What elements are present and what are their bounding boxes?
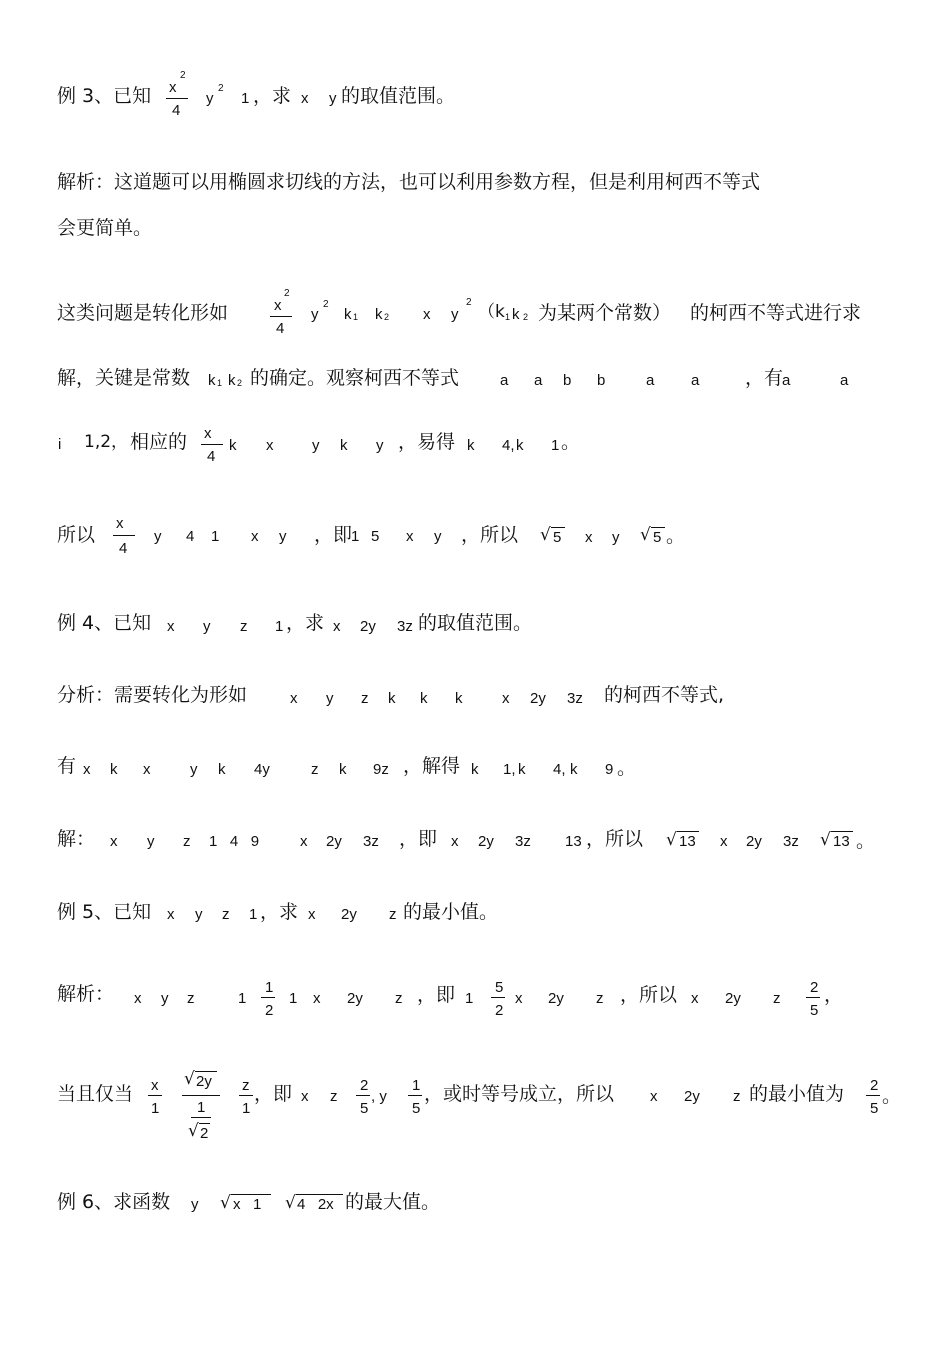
an5-2y: 2y [347,990,363,1007]
so3-lead: 所以 [57,524,96,546]
an4-k1: k [388,690,396,707]
sol4-2y-b: 2y [478,833,494,850]
para3-corr-y2: y [376,437,384,454]
ex4-3z: 3z [397,618,413,635]
equality5-lead: 当且仅当 [57,1083,134,1105]
analysis4-tail: 的柯西不等式, [604,684,725,706]
so3-sqrt-bar-2 [651,527,665,528]
para3-end: 。 [561,431,581,453]
analysis5-ji: ，即 [417,984,456,1006]
cauchy-a1b1: a [646,372,655,389]
so3-one: 1 [211,528,220,545]
an4-x2: x [502,690,510,707]
an4b-x2: x [143,761,151,778]
para3-frac3-den: 4 [207,448,216,465]
an5-x2: x [313,990,321,1007]
an4b-k3: k [339,761,347,778]
para3-you: ，有 [745,367,784,389]
analysis4-you: 有 [57,755,77,777]
ex3-frac-den: 4 [172,102,181,119]
ex3-frac-num-x: x [169,79,177,96]
para3-line2-lead: 解，关键是常数 [57,367,191,389]
eq5-ans-num: 2 [870,1077,879,1094]
ex4-tail: 的取值范围。 [418,612,533,634]
sol4-3z: 3z [363,833,379,850]
an5-half-den: 2 [265,1002,274,1019]
ex6-sqrt-bar-2 [296,1194,343,1195]
an5-five: 5 [495,979,504,996]
analysis5-lead: 解析： [57,983,115,1005]
ex5-z2: z [389,906,397,923]
analysis5-suoyi: ，所以 [620,984,678,1006]
cauchy-a2b2: a [691,372,700,389]
so3-fraction-bar [113,535,135,536]
so3-y: y [154,528,162,545]
sol4-sqrt-icon-2: √ [820,830,831,850]
ex4-one: 1 [275,618,284,635]
sol4-13: 13 [565,833,582,850]
an5-one: 1 [238,990,247,1007]
an5-frac-bar [491,997,505,998]
sol4-z: z [183,833,191,850]
sol4-nums: 1 4 9 [209,833,260,850]
para3-sq-sup: 2 [466,297,472,308]
ex6-sqrt-bar [231,1194,271,1195]
para3-corresp: 相应的 [130,431,188,453]
para3-lead: 这类问题是转化形如 [57,302,229,324]
eq5-y-den: 5 [412,1100,421,1117]
example-4-label: 例 4、已知 [57,612,152,634]
analysis3-line1: 解析：这道题可以用椭圆求切线的方法，也可以利用参数方程，但是利用柯西不等式 [57,171,761,193]
eq5-2y-b: 2y [684,1088,700,1105]
eq5-ans-den: 5 [870,1100,879,1117]
para3-k2-value: 1 [551,437,560,454]
para3-line2-k2: k [228,372,236,389]
para3-easy: ，易得 [398,431,456,453]
sol4-root13-b: 13 [833,833,850,850]
an5-2y-b: 2y [548,990,564,1007]
para3-fraction-bar-2 [201,444,223,445]
eq5-inner-bar [191,1117,211,1118]
ex5-x2: x [308,906,316,923]
ex3-y: y [206,90,214,107]
so3-sqrt-bar [551,527,565,528]
eq5-frac3-bar [239,1095,253,1096]
para3-k2: k [375,306,383,323]
para3-k1: k [344,306,352,323]
sol4-3z-b: 3z [515,833,531,850]
ex6-sqrt-icon: √ [220,1193,231,1213]
ex4-x2: x [333,618,341,635]
an5-z4: z [773,990,781,1007]
eq5-frac2-bar [182,1095,220,1096]
cauchy-b2: b [597,372,606,389]
para3-corr-x: x [266,437,274,454]
para3-frac-num: x [274,297,282,314]
para3-line2-k1: k [208,372,216,389]
an4-2y: 2y [530,690,546,707]
equality5-min-text: 的最小值为 [749,1083,845,1105]
ex5-x: x [167,906,175,923]
para3-const-note: 为某两个常数） [538,302,672,324]
an4-k3: k [455,690,463,707]
eq5-x: x [301,1088,309,1105]
sol4-root13: 13 [679,833,696,850]
an4b-val1: 1, [503,761,516,778]
so3-frac-den: 4 [119,540,128,557]
cauchy-ai: a [782,372,791,389]
an4b-k1b: k [471,761,479,778]
eq5-z: z [330,1088,338,1105]
so3-root5-b: 5 [653,529,662,546]
ex3-ask: ，求 [253,85,292,107]
ex5-one: 1 [249,906,258,923]
para3-corr-k1: k [229,437,237,454]
ex5-ask: ，求 [260,901,299,923]
example-3-label: 例 3、已知 [57,85,152,107]
so3-y-c: y [612,529,620,546]
eq5-frac1-bar [148,1095,162,1096]
an5-z3: z [596,990,604,1007]
an4b-z: z [311,761,319,778]
para3-k1-value: 4, [502,437,515,454]
an5-x: x [134,990,142,1007]
ex5-tail: 的最小值。 [403,901,499,923]
sol4-2y-c: 2y [746,833,762,850]
para3-line2-k2-sub: 2 [237,378,243,388]
sol4-x2: x [300,833,308,850]
ex3-sup: 2 [180,70,186,81]
example-5-label: 例 5、已知 [57,901,152,923]
so3-sqrt-icon-2: √ [640,525,651,545]
para3-paren: （k [478,302,505,322]
eq5-xz-num: 2 [360,1077,369,1094]
eq5-one-den: 1 [151,1100,160,1117]
so3-one-b: 1 [351,528,360,545]
ex6-sqrt2: 4 2x [297,1196,334,1213]
para3-y2: y [451,306,459,323]
ex4-ask: ，求 [286,612,325,634]
eq5-x-num: x [151,1077,159,1094]
para3-i: i [58,436,62,453]
an5-x4: x [691,990,699,1007]
eq5-y-num: 1 [412,1077,421,1094]
cauchy-b1: b [563,372,572,389]
so3-ji: ，即 [314,524,353,546]
cauchy-aibi: a [840,372,849,389]
eq5-sqrt-bar [195,1071,217,1072]
ex4-z: z [240,618,248,635]
an4b-val9: 9 [605,761,614,778]
ex3-y2: y [329,90,337,107]
example-6-label: 例 6、求函数 [57,1191,171,1213]
sol4-y: y [147,833,155,850]
eq5-inner-one: 1 [197,1099,206,1116]
so3-y-b: y [434,528,442,545]
para3-paren-comma-k: k [512,306,520,323]
sol4-ji: ，即 [399,828,438,850]
an4b-val4: 4, [553,761,566,778]
cauchy-a1: a [500,372,509,389]
eq5-z2: z [733,1088,741,1105]
analysis4-end: 。 [617,757,637,779]
eq5-one-den-b: 1 [242,1100,251,1117]
ex5-2y: 2y [341,906,357,923]
so3-root5: 5 [553,529,562,546]
eq5-xz-bar [356,1095,370,1096]
so3-frac-num: x [116,515,124,532]
analysis3-line2: 会更简单。 [57,217,153,239]
para3-corr-k2: k [340,437,348,454]
sol4-3z-c: 3z [783,833,799,850]
so3-suoyi: ，所以 [461,524,519,546]
sol4-sqrt-bar-2 [831,831,853,832]
para3-frac-den: 4 [276,320,285,337]
sol4-end: 。 [856,830,876,852]
an5-half-num: 1 [265,979,274,996]
an5-half-bar [261,997,275,998]
an5-z2: z [395,990,403,1007]
eq5-sqrt-bar-2 [199,1123,210,1124]
eq5-sqrt-icon-2: √ [188,1121,199,1141]
equality5-end: 。 [882,1085,902,1107]
ex4-y: y [203,618,211,635]
ex4-2y: 2y [360,618,376,635]
an4b-k2b: k [518,761,526,778]
an4b-k2: k [218,761,226,778]
so3-end: 。 [666,525,686,547]
an4b-k1: k [110,761,118,778]
para3-line2-mid: 的确定。观察柯西不等式 [250,367,460,389]
an5-two: 2 [495,1002,504,1019]
eq5-ans-bar [866,1095,880,1096]
para3-easy-k1: k [467,437,475,454]
so3-five: 5 [371,528,380,545]
so3-x-b: x [406,528,414,545]
an5-z: z [187,990,195,1007]
ex5-y: y [195,906,203,923]
ex4-x: x [167,618,175,635]
para3-line2-k1-sub: 1 [217,378,223,388]
analysis4-solve: ，解得 [403,755,461,777]
an5-one-c: 1 [465,990,474,1007]
eq5-z-num: z [242,1077,250,1094]
so3-x-c: x [585,529,593,546]
para3-paren-sub2: 2 [523,312,529,322]
para3-x: x [423,306,431,323]
para3-frac3-num: x [204,425,212,442]
ex3-y-sup: 2 [218,83,224,94]
so3-four: 4 [186,528,195,545]
para3-frac-sup: 2 [284,288,290,299]
an4b-4y2: 4y [254,761,270,778]
sol4-sqrt-icon: √ [666,830,677,850]
sol4-suoyi: ，所以 [586,828,644,850]
para3-y-sup: 2 [323,299,329,310]
para3-easy-k2: k [516,437,524,454]
an5-x3: x [515,990,523,1007]
para3-paren-sub1: 1 [505,312,511,322]
eq5-y-eq: , y [371,1088,387,1105]
para3-corr-y: y [312,437,320,454]
an4-3z: 3z [567,690,583,707]
sol4-x3: x [451,833,459,850]
an5-ans-den: 5 [810,1002,819,1019]
cauchy-a2: a [534,372,543,389]
para3-y: y [311,306,319,323]
ex3-fraction-bar [166,98,188,99]
an5-ans-bar [806,997,820,998]
ex6-sqrt-icon-2: √ [285,1193,296,1213]
an4b-y: y [190,761,198,778]
an4b-9z2: 9z [373,761,389,778]
ex3-tail: 的取值范围。 [341,85,456,107]
eq5-sqrt-icon: √ [184,1069,195,1089]
para3-i-values: 1,2， [84,432,129,452]
eq5-y-bar [408,1095,422,1096]
para3-k1-sub: 1 [353,312,359,322]
sol4-sqrt-bar [677,831,699,832]
an4-x: x [290,690,298,707]
para3-tail: 的柯西不等式进行求 [690,302,862,324]
an4b-x: x [83,761,91,778]
sol4-x4: x [720,833,728,850]
an5-one-b: 1 [289,990,298,1007]
ex3-x: x [301,90,309,107]
an5-ans-num: 2 [810,979,819,996]
analysis5-comma: ， [824,984,844,1006]
eq5-x2: x [650,1088,658,1105]
an4-z: z [361,690,369,707]
sol4-lead: 解： [57,828,96,850]
an5-2y-c: 2y [725,990,741,1007]
equality5-text: ，或时等号成立，所以 [424,1083,615,1105]
eq5-2y: 2y [196,1073,212,1090]
so3-x: x [251,528,259,545]
an4-k2: k [420,690,428,707]
ex5-z: z [222,906,230,923]
so3-sqrt-icon: √ [540,525,551,545]
para3-fraction-bar [270,316,292,317]
ex6-sqrt1: x 1 [233,1196,262,1213]
an4-y: y [326,690,334,707]
an4b-k3b: k [570,761,578,778]
equality5-ji: ，即 [254,1083,293,1105]
para3-k2-sub: 2 [384,312,390,322]
eq5-inner-two: 2 [200,1125,209,1142]
analysis4-lead: 分析：需要转化为形如 [57,684,248,706]
sol4-x: x [110,833,118,850]
sol4-2y: 2y [326,833,342,850]
eq5-xz-den: 5 [360,1100,369,1117]
so3-y2: y [279,528,287,545]
ex6-tail: 的最大值。 [345,1191,441,1213]
ex3-one: 1 [241,90,250,107]
ex6-y: y [191,1196,199,1213]
an5-y: y [161,990,169,1007]
